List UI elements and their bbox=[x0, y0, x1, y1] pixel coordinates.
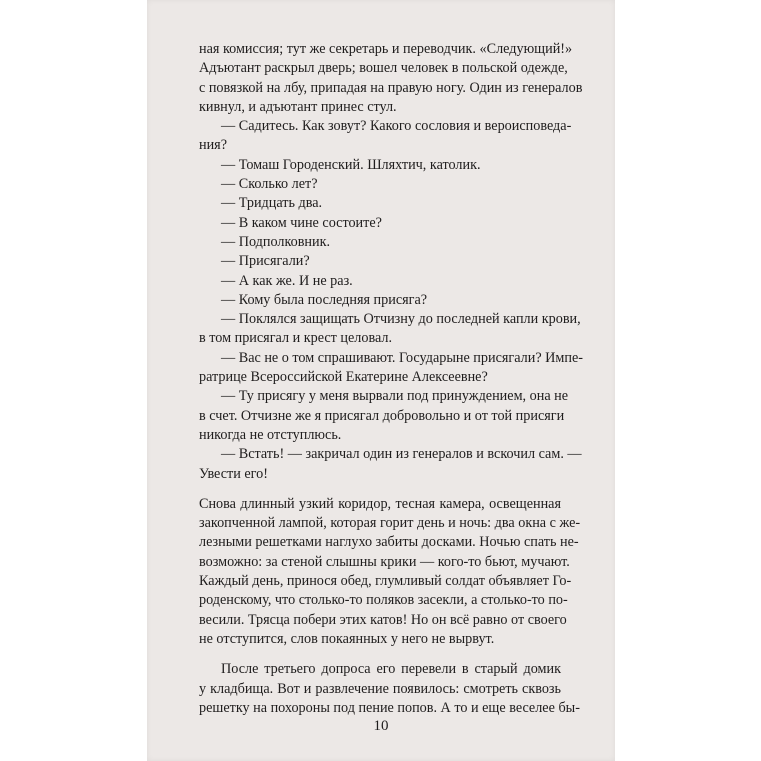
text-line: — Томаш Городенский. Шляхтич, католик. bbox=[221, 156, 481, 173]
text-line: Каждый день, принося обед, глумливый солдат объявляет Го- bbox=[199, 573, 572, 590]
text-line: в том присягал и крест целовал. bbox=[199, 330, 393, 347]
text-line: решетку на похороны под пение попов. А то и еще веселее бы- bbox=[199, 699, 580, 716]
text-line: кивнул, и адъютант принес стул. bbox=[199, 98, 397, 115]
text-line: лезными решетками наглухо забиты досками. Ночью спать не- bbox=[199, 534, 579, 551]
text-line: закопченной лампой, которая горит день и ночь: два окна с же- bbox=[199, 515, 581, 532]
text-line: в счет. Отчизне же я присягал добровольно и от той присяги bbox=[199, 407, 565, 424]
text-line: — Сколько лет? bbox=[221, 176, 318, 193]
text-line: не отступится, слов покаянных у него не вырвут. bbox=[199, 630, 495, 647]
text-line: ния? bbox=[199, 137, 228, 154]
text-line: — Вас не о том спрашивают. Государыне присягали? Импе- bbox=[221, 349, 584, 366]
text-line: — Подполковник. bbox=[221, 233, 331, 250]
text-line: — В каком чине состоите? bbox=[221, 214, 382, 231]
text-line: — Кому была последняя присяга? bbox=[221, 291, 428, 308]
text-line: ратрице Всероссийской Екатерине Алексеевне? bbox=[199, 369, 488, 386]
text-line: весили. Трясца побери этих катов! Но он всё равно от своего bbox=[199, 611, 567, 628]
paragraph-gap bbox=[199, 484, 561, 495]
text-line: возможно: за стеной слышны крики — кого-то бьют, мучают. bbox=[199, 553, 570, 570]
text-line: Снова длинный узкий коридор, тесная камера, освещенная bbox=[199, 495, 561, 512]
page-text bbox=[199, 40, 584, 718]
paragraph-gap bbox=[199, 649, 561, 660]
text-line: ная комиссия; тут же секретарь и переводчик. «Следующий!» bbox=[199, 41, 573, 57]
text-line: у кладбища. Вот и развлечение появилось: смотреть сквозь bbox=[199, 680, 561, 697]
text-line: — Присягали? bbox=[221, 253, 310, 270]
text-line: — Поклялся защищать Отчизну до последней капли крови, bbox=[221, 311, 581, 328]
text-line: Адъютант раскрыл дверь; вошел человек в польской одежде, bbox=[199, 60, 568, 77]
text-line: — Садитесь. Как зовут? Какого сословия и вероисповеда- bbox=[221, 118, 572, 135]
book-page bbox=[147, 0, 615, 761]
text-line: — А как же. И не раз. bbox=[221, 272, 353, 289]
text-line: После третьего допроса его перевели в старый домик bbox=[221, 661, 561, 678]
text-line: с повязкой на лбу, припадая на правую ногу. Один из генералов bbox=[199, 79, 583, 96]
text-line: роденскому, что столько-то поляков засекли, а столько-то по- bbox=[199, 592, 568, 609]
text-line: Увести его! bbox=[199, 465, 268, 482]
page-number: 10 bbox=[373, 718, 389, 734]
text-line: никогда не отступлюсь. bbox=[199, 426, 342, 443]
text-line: — Ту присягу у меня вырвали под принуждением, она не bbox=[221, 388, 569, 405]
text-line: — Встать! — закричал один из генералов и вскочил сам. — bbox=[221, 446, 582, 463]
text-line: — Тридцать два. bbox=[221, 195, 323, 212]
